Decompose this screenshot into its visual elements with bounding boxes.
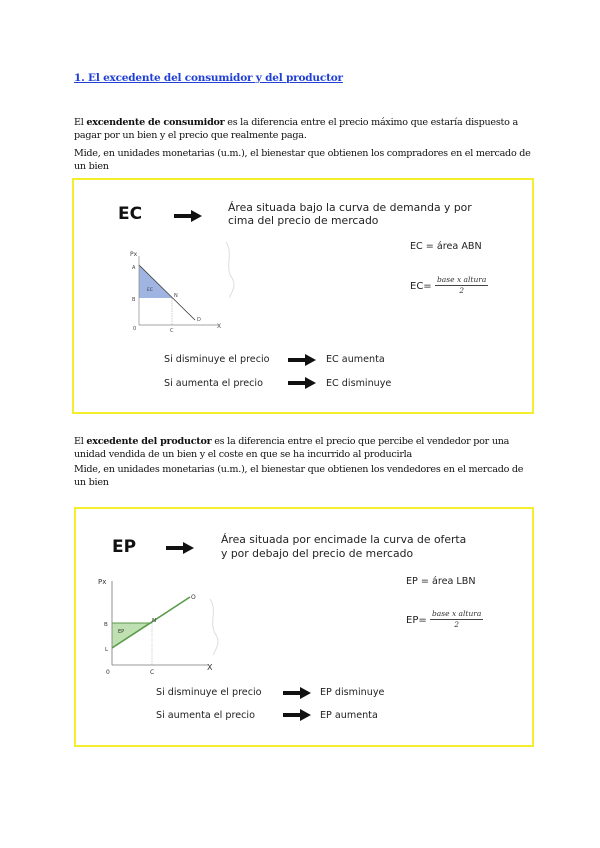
text: El — [74, 117, 87, 128]
ep-rule2-condition: Si aumenta el precio — [156, 710, 255, 721]
point-c: C — [170, 328, 174, 334]
term-bold: excendente de consumidor — [86, 117, 225, 128]
ep-graph — [90, 571, 220, 676]
arrow-right-icon — [288, 354, 316, 366]
arrow-right-icon — [283, 687, 311, 699]
text: El — [74, 436, 87, 447]
producer-definition — [74, 435, 534, 461]
point-n: N — [152, 618, 157, 624]
decorative-stroke — [222, 240, 242, 300]
arrow-right-icon — [174, 210, 202, 222]
point-l: L — [105, 647, 109, 653]
point-d: D — [197, 317, 201, 323]
y-axis-label: Px — [130, 251, 138, 258]
ec-rule2-result: EC disminuye — [326, 378, 392, 389]
ec-rule1-condition: Si disminuye el precio — [164, 354, 270, 365]
fraction-numerator: base x altura — [437, 275, 487, 284]
producer-measure: Mide, en unidades monetarias (u.m.), el bienestar que obtienen los vendedores en el mercado de un bien — [74, 464, 524, 488]
ec-formula-fraction — [435, 275, 488, 295]
ep-description-line1: Área situada por encimade la curva de oferta — [221, 533, 467, 546]
arrow-right-icon — [288, 377, 316, 389]
y-axis-label: Px — [98, 578, 107, 586]
point-b: B — [132, 297, 136, 303]
x-axis-label: X — [217, 323, 222, 330]
area-label: EC — [147, 288, 153, 293]
ep-diagram-box — [74, 507, 534, 747]
ec-formula-lhs: EC= — [410, 281, 432, 292]
ep-rule1-condition: Si disminuye el precio — [156, 687, 262, 698]
ep-rule1-result: EP disminuye — [320, 687, 385, 698]
ep-label: EP — [112, 537, 137, 557]
fraction-denominator: 2 — [454, 620, 460, 629]
x-axis-label: X — [207, 663, 213, 672]
consumer-definition — [74, 116, 534, 142]
arrow-right-icon — [283, 709, 311, 721]
origin-label: 0 — [106, 669, 110, 676]
ec-rule2-condition: Si aumenta el precio — [164, 378, 263, 389]
ec-diagram-box — [72, 178, 534, 414]
section-heading[interactable]: 1. El excedente del consumidor y del productor — [74, 72, 343, 84]
point-c: C — [150, 669, 155, 676]
point-n: N — [174, 293, 178, 299]
point-o: O — [191, 594, 196, 601]
ec-description: Área situada bajo la curva de demanda y por cima del precio de mercado — [228, 201, 472, 227]
ec-formula-area: EC = área ABN — [410, 241, 482, 252]
ep-description-line2: y por debajo del precio de mercado — [221, 547, 414, 560]
ec-graph — [122, 246, 232, 336]
area-label: EP — [118, 629, 125, 635]
ep-rule2-result: EP aumenta — [320, 710, 378, 721]
ec-label: EC — [118, 204, 143, 224]
point-a: A — [132, 265, 136, 271]
arrow-right-icon — [166, 542, 194, 554]
origin-label: 0 — [133, 326, 137, 332]
text: es la diferencia entre el precio máximo que estaría dispuesto a pagar por un bien y el precio que realmente paga. — [74, 117, 518, 141]
ep-formula-area: EP = área LBN — [406, 576, 476, 587]
ec-rule1-result: EC aumenta — [326, 354, 385, 365]
decorative-stroke — [206, 597, 226, 657]
consumer-measure: Mide, en unidades monetarias (u.m.), el bienestar que obtienen los compradores en el mercado de un bien — [74, 148, 531, 172]
fraction-numerator: base x altura — [432, 609, 482, 618]
text: es la diferencia entre el precio que percibe el vendedor por una unidad vendida de un bien y el coste en que se ha incurrido al producirla — [74, 436, 510, 460]
point-b: B — [104, 622, 108, 628]
fraction-denominator: 2 — [459, 286, 465, 295]
ep-formula-lhs: EP= — [406, 615, 427, 626]
ep-formula-fraction — [430, 609, 483, 629]
term-bold: excedente del productor — [86, 436, 212, 447]
